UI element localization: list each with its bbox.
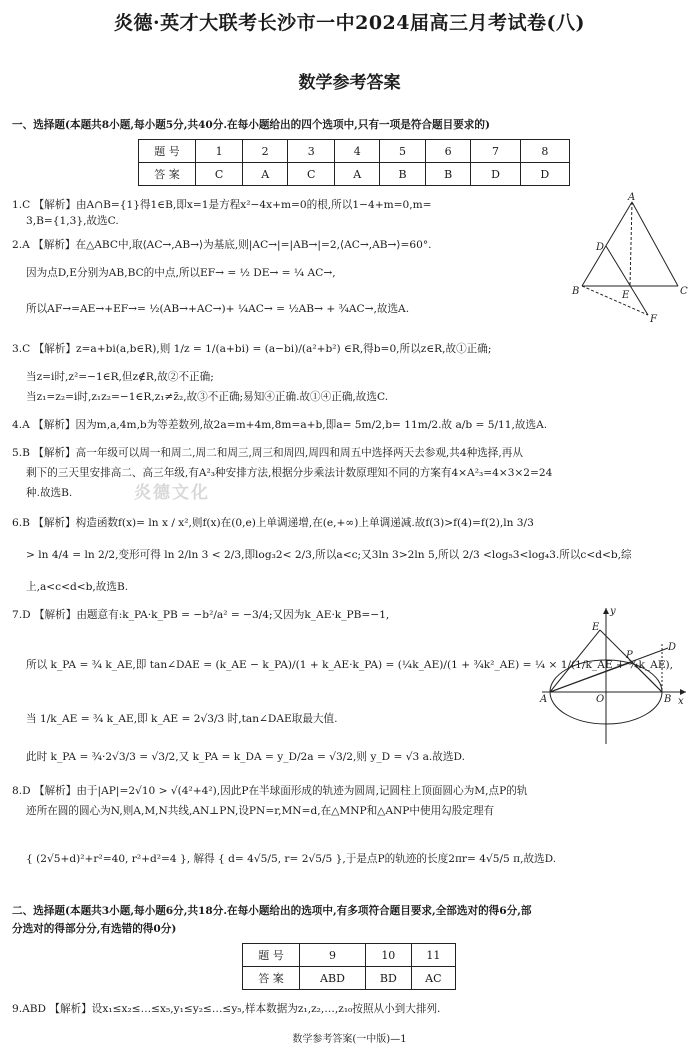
table-cell: 11 <box>411 944 455 967</box>
q6-line: 上,a<c<d<b,故选B. <box>26 581 129 593</box>
q6-line: > ln 4/4 = ln 2/2,变形可得 ln 2/ln 3 < 2/3,即log₃2< 2/3,所以a<c;又3ln 3>2ln 5,所以 2/3 <log₅3<log₄3.所以c<d<b,综 <box>26 549 632 561</box>
answer-table-2 <box>242 943 456 990</box>
table-cell: B <box>425 163 471 186</box>
table-header-cell: 答 案 <box>243 967 300 990</box>
answer-table-1 <box>138 139 570 186</box>
table-cell: C <box>288 163 335 186</box>
point-label: C <box>680 286 688 297</box>
page-subtitle: 数学参考答案 <box>298 73 401 93</box>
q4-line: 4.A 【解析】因为m,a,4m,b为等差数列,故2a=m+4m,8m=a+b,即a= 5m/2,b= 11m/2.故 a/b = 5/11,故选A. <box>12 419 548 431</box>
table-cell: 3 <box>288 140 335 163</box>
section2-heading: 二、选择题(本题共3小题,每小题6分,共18分.在每小题给出的选项中,有多项符合题目要求,全部选对的得6分,部 <box>12 905 532 917</box>
table-cell: ABD <box>300 967 366 990</box>
q8-line: { (2√5+d)²+r²=40, r²+d²=4 }, 解得 { d= 4√5/5, r= 2√5/5 },于是点P的轨迹的长度2πr= 4√5/5 π,故选D. <box>26 853 557 865</box>
point-label: B <box>664 694 672 705</box>
table-cell: 4 <box>335 140 380 163</box>
page-title: 炎德·英才大联考长沙市一中2024届高三月考试卷(八) <box>114 12 585 34</box>
point-label: P <box>626 650 633 661</box>
q3-line: 当z₁=z₂=i时,z₁z₂=−1∈R,z₁≠z̄₂,故③不正确;易知④正确.故①④正确,故选C. <box>26 391 389 403</box>
section2-heading: 分选对的得部分分,有选错的得0分) <box>12 923 177 935</box>
point-label: B <box>572 286 580 297</box>
section1-heading: 一、选择题(本题共8小题,每小题5分,共40分.在每小题给出的四个选项中,只有一项是符合题目要求的) <box>12 119 491 131</box>
table-cell: D <box>520 163 569 186</box>
table-cell: 7 <box>471 140 520 163</box>
q2-line: 所以AF→=AE→+EF→= ½(AB→+AC→)+ ¼AC→ = ½AB→ + ¾AC→,故选A. <box>26 303 410 315</box>
table-row <box>243 967 456 990</box>
table-header-cell: 题 号 <box>139 140 196 163</box>
axis-label: y <box>610 606 616 617</box>
point-label: E <box>592 622 600 633</box>
table-cell: 10 <box>365 944 411 967</box>
point-label: A <box>540 694 548 705</box>
q5-line: 剩下的三天里安排高二、高三年级,有A²₃种安排方法,根据分步乘法计数原理知不同的方案有4×A²₃=4×3×2=24 <box>26 467 553 479</box>
q5-line: 5.B 【解析】高一年级可以周一和周二,周二和周三,周三和周四,周四和周五中选择两天去参观,共4种选择,再从 <box>12 447 523 459</box>
table-header-cell: 答 案 <box>139 163 196 186</box>
table-cell: BD <box>365 967 411 990</box>
triangle-figure <box>566 190 694 330</box>
page-footer: 数学参考答案(一中版)—1 <box>292 1034 407 1045</box>
table-cell: D <box>471 163 520 186</box>
ellipse-figure <box>538 604 690 754</box>
table-cell: A <box>243 163 288 186</box>
table-cell: AC <box>411 967 455 990</box>
q6-line: 6.B 【解析】构造函数f(x)= ln x / x²,则f(x)在(0,e)上单调递增,在(e,+∞)上单调递减.故f(3)>f(4)=f(2),ln 3/3 <box>12 517 534 529</box>
q2-line: 因为点D,E分别为AB,BC的中点,所以EF→ = ½ DE→ = ¼ AC→, <box>26 267 336 279</box>
q9-line: 9.ABD 【解析】设x₁≤x₂≤…≤x₅,y₁≤y₂≤…≤y₅,样本数据为z₁,z₂,…,z₁₀按照从小到大排列. <box>12 1003 441 1015</box>
point-label: D <box>668 642 677 653</box>
table-cell: 1 <box>196 140 243 163</box>
table-cell: 9 <box>300 944 366 967</box>
point-label: D <box>596 242 605 253</box>
q3-line: 当z=i时,z²=−1∈R,但z∉R,故②不正确; <box>26 371 214 383</box>
table-row <box>139 140 570 163</box>
q5-line: 种.故选B. <box>26 487 73 499</box>
table-header-cell: 题 号 <box>243 944 300 967</box>
table-cell: 8 <box>520 140 569 163</box>
axis-label: x <box>678 696 684 707</box>
q7-line: 所以 k_PA = ¾ k_AE,即 tan∠DAE = (k_AE − k_PA)/(1 + k_AE·k_PA) = (¼k_AE)/(1 + ¾k²_AE) = ¼ × 1/(1/k_AE + ¾k_AE), <box>26 659 674 671</box>
point-label: O <box>596 694 605 705</box>
table-cell: 6 <box>425 140 471 163</box>
table-cell: A <box>335 163 380 186</box>
q1-line: 3,B={1,3},故选C. <box>26 215 119 227</box>
watermark: 炎德文化 <box>134 483 210 503</box>
q1-line: 1.C 【解析】由A∩B={1}得1∈B,即x=1是方程x²−4x+m=0的根,所以1−4+m=0,m= <box>12 199 432 211</box>
table-row <box>139 163 570 186</box>
table-cell: 2 <box>243 140 288 163</box>
table-cell: 5 <box>380 140 426 163</box>
table-row <box>243 944 456 967</box>
q2-line: 2.A 【解析】在△ABC中,取⟨AC→,AB→⟩为基底,则|AC→|=|AB→|=2,⟨AC→,AB→⟩=60°. <box>12 239 432 251</box>
q7-line: 当 1/k_AE = ¾ k_AE,即 k_AE = 2√3/3 时,tan∠DAE取最大值. <box>26 713 338 725</box>
q7-line: 此时 k_PA = ¾·2√3/3 = √3/2,又 k_PA = k_DA = y_D/2a = √3/2,则 y_D = √3 a.故选D. <box>26 751 465 763</box>
point-label: A <box>628 192 636 203</box>
q7-line: 7.D 【解析】由题意有:k_PA·k_PB = −b²/a² = −3/4;又因为k_AE·k_PB=−1, <box>12 609 390 621</box>
q3-line: 3.C 【解析】z=a+bi(a,b∈R),则 1/z = 1/(a+bi) = (a−bi)/(a²+b²) ∈R,得b=0,所以z∈R,故①正确; <box>12 343 492 355</box>
table-cell: B <box>380 163 426 186</box>
point-label: E <box>622 290 630 301</box>
q8-line: 8.D 【解析】由于|AP|=2√10 > √(4²+4²),因此P在半球面形成的轨迹为圆周,记圆柱上顶面圆心为M,点P的轨 <box>12 785 528 797</box>
point-label: F <box>650 314 657 325</box>
table-cell: C <box>196 163 243 186</box>
q8-line: 迹所在圆的圆心为N,则A,M,N共线,AN⊥PN,设PN=r,MN=d,在△MNP和△ANP中使用勾股定理有 <box>26 805 495 817</box>
